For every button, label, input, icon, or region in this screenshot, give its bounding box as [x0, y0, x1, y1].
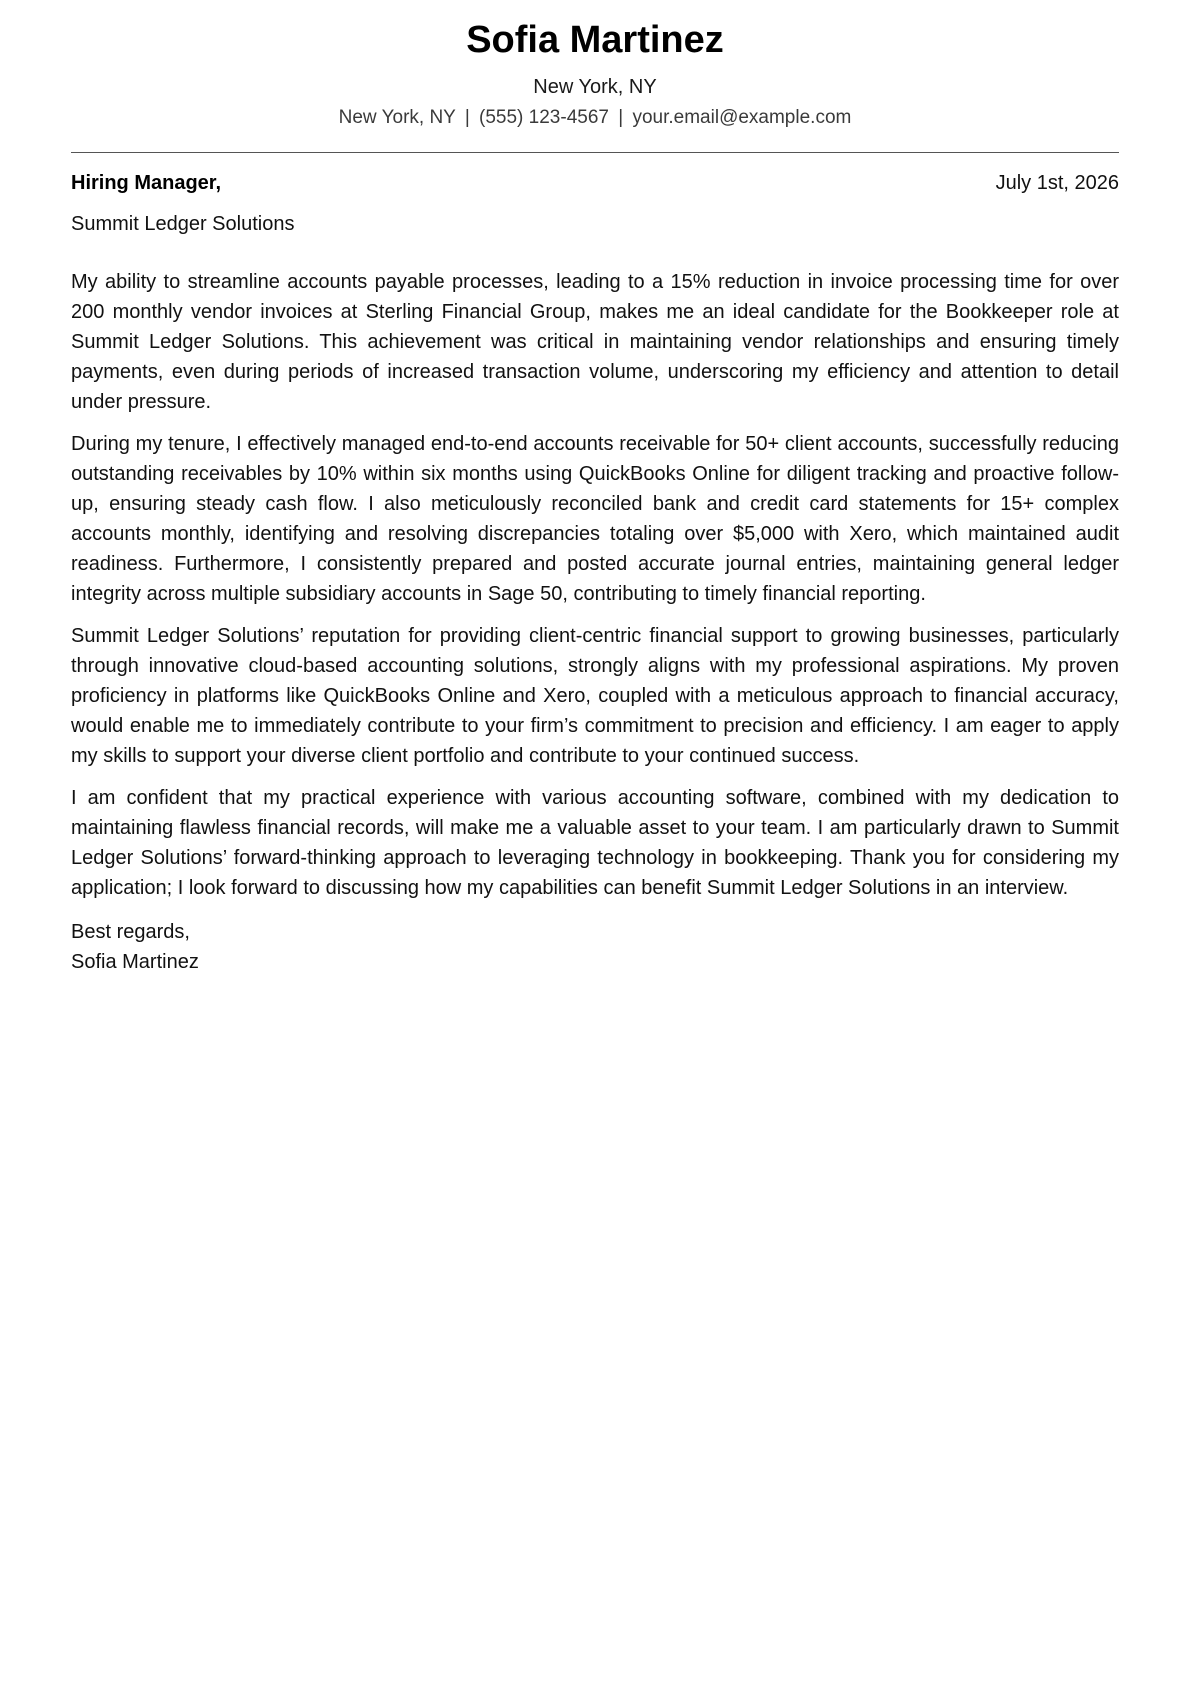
- recipient-company: Summit Ledger Solutions: [71, 213, 295, 235]
- applicant-subtitle: New York, NY: [533, 76, 657, 98]
- header-divider: [71, 152, 1119, 153]
- body-paragraph-1: My ability to streamline accounts payable processes, leading to a 15% reduction in invoice processing time for over 200 monthly vendor invoices at Sterling Financial Group, makes me an ideal candidate for the Bookkeeper role at Summit Ledger Solutions. This achievement was critical in maintaining vendor relationships and ensuring timely payments, even during periods of increased transaction volume, underscoring my efficiency and attention to detail under pressure.: [71, 271, 1119, 413]
- recipient-salutation: Hiring Manager,: [71, 172, 222, 194]
- body-paragraph-3: Summit Ledger Solutions’ reputation for providing client-centric financial support to growing businesses, particularly through innovative cloud-based accounting solutions, strongly aligns with my professional aspirations. My proven proficiency in platforms like QuickBooks Online and Xero, coupled with a meticulous approach to financial accuracy, would enable me to immediately contribute to your firm’s commitment to precision and efficiency. I am eager to apply my skills to support your diverse client portfolio and contribute to your continued success.: [71, 625, 1119, 767]
- contact-email: your.email@example.com: [632, 107, 852, 128]
- body-paragraph-2: During my tenure, I effectively managed end-to-end accounts receivable for 50+ client accounts, successfully reducing outstanding receivables by 10% within six months using QuickBooks Online for diligent tracking and proactive follow-up, ensuring steady cash flow. I also meticulously reconciled bank and credit card statements for 15+ complex accounts monthly, identifying and resolving discrepancies totaling over $5,000 with Xero, which maintained audit readiness. Furthermore, I consistently prepared and posted accurate journal entries, maintaining general ledger integrity across multiple subsidiary accounts in Sage 50, contributing to timely financial reporting.: [71, 433, 1119, 605]
- closing-phrase: Best regards,: [71, 921, 190, 943]
- applicant-name: Sofia Martinez: [466, 19, 724, 61]
- letter-body: [71, 267, 1119, 903]
- letter-closing: [71, 917, 1119, 977]
- recipient-date-row: [71, 170, 1119, 196]
- contact-separator: |: [464, 107, 470, 128]
- contact-separator: |: [618, 107, 624, 128]
- contact-location: New York, NY: [338, 107, 456, 128]
- body-paragraph-4: I am confident that my practical experience with various accounting software, combined with my dedication to maintaining flawless financial records, will make me a valuable asset to your team. I am particularly drawn to Summit Ledger Solutions’ forward-thinking approach to leveraging technology in bookkeeping. Thank you for considering my application; I look forward to discussing how my capabilities can benefit Summit Ledger Solutions in an interview.: [71, 787, 1119, 899]
- contact-phone: (555) 123-4567: [479, 107, 609, 128]
- letter-header: [71, 0, 1119, 130]
- contact-line: [71, 106, 1119, 130]
- signature-name: Sofia Martinez: [71, 951, 199, 973]
- letter-date: July 1st, 2026: [995, 172, 1119, 194]
